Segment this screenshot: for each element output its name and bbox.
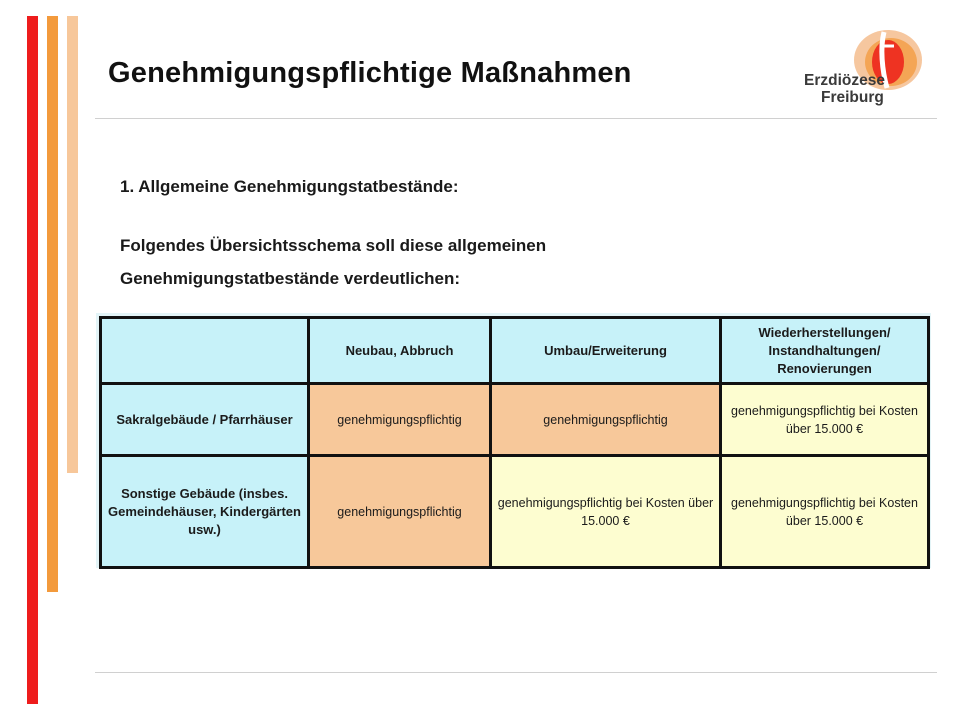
- logo-line-1: Erzdiözese: [804, 72, 885, 89]
- table-cell: genehmigungspflichtig bei Kosten über 15.000 €: [721, 384, 929, 456]
- intro-heading: 1. Allgemeine Genehmigungstatbestände:: [120, 177, 459, 196]
- intro-text: [120, 229, 546, 295]
- orange-accent-bar: [47, 16, 58, 592]
- table-header-row: [101, 318, 929, 384]
- footer-divider: [95, 672, 937, 673]
- red-accent-bar: [27, 16, 38, 704]
- logo-line-2: Freiburg: [821, 89, 884, 106]
- slide-title: Genehmigungspflichtige Maßnahmen: [108, 57, 632, 89]
- row-header: Sakralgebäude / Pfarrhäuser: [101, 384, 309, 456]
- row-header: Sonstige Gebäude (insbes. Gemeindehäuser, Kindergärten usw.): [101, 456, 309, 568]
- intro-text-line-1: Folgendes Übersichtsschema soll diese allgemeinen: [120, 236, 547, 255]
- table-cell: genehmigungspflichtig bei Kosten über 15.000 €: [491, 456, 721, 568]
- table-row: [101, 384, 929, 456]
- column-header: Umbau/Erweiterung: [491, 318, 721, 384]
- approval-overview-table: [96, 313, 931, 568]
- column-header: Neubau, Abbruch: [309, 318, 491, 384]
- title-divider: [95, 118, 937, 119]
- table-cell: genehmigungspflichtig: [491, 384, 721, 456]
- peach-accent-bar: [67, 16, 78, 473]
- table-row: [101, 456, 929, 568]
- table-corner-cell: [101, 318, 309, 384]
- table-cell: genehmigungspflichtig: [309, 384, 491, 456]
- table-cell: genehmigungspflichtig: [309, 456, 491, 568]
- column-header: Wiederherstellungen/ Instandhaltungen/ Renovierungen: [721, 318, 929, 384]
- intro-text-line-2: Genehmigungstatbestände verdeutlichen:: [120, 269, 461, 288]
- logo-wordmark: [804, 72, 885, 106]
- table-cell: genehmigungspflichtig bei Kosten über 15.000 €: [721, 456, 929, 568]
